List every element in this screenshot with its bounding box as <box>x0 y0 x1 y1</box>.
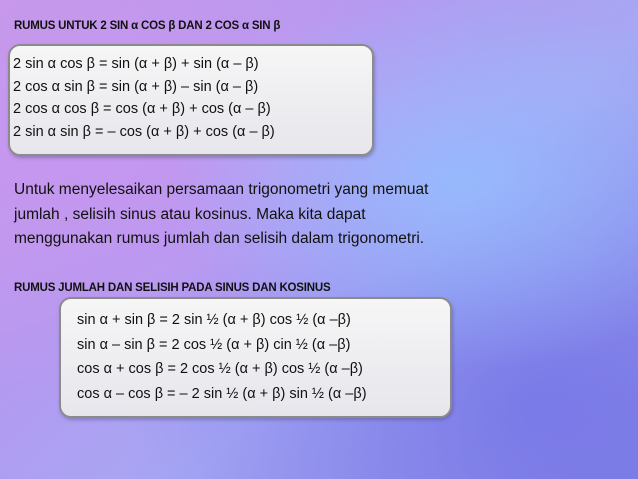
paragraph-line: Untuk menyelesaikan persamaan trigonometri yang memuat <box>14 181 429 198</box>
formula-box-sum-to-product <box>59 297 452 418</box>
formula-line: 2 cos α cos β = cos (α + β) + cos (α – β) <box>13 101 271 117</box>
formula-line: 2 sin α cos β = sin (α + β) + sin (α – β) <box>13 56 259 72</box>
formula-line: cos α + cos β = 2 cos ½ (α + β) cos ½ (α –β) <box>77 361 363 377</box>
explanation-paragraph <box>14 178 574 252</box>
formula-line: 2 cos α sin β = sin (α + β) – sin (α – β) <box>13 78 259 95</box>
heading-sum-to-product: RUMUS JUMLAH DAN SELISIH PADA SINUS DAN KOSINUS <box>14 282 331 294</box>
formula-line: sin α – sin β = 2 cos ½ (α + β) cin ½ (α –β) <box>77 336 351 353</box>
formula-line: sin α + sin β = 2 sin ½ (α + β) cos ½ (α –β) <box>77 312 351 328</box>
formula-line: 2 sin α sin β = – cos (α + β) + cos (α – β) <box>13 123 275 140</box>
formula-box-product-to-sum <box>8 44 374 156</box>
paragraph-line: jumlah , selisih sinus atau kosinus. Maka kita dapat <box>14 205 366 223</box>
paragraph-line: menggunakan rumus jumlah dan selisih dalam trigonometri. <box>14 230 425 247</box>
heading-product-to-sum: RUMUS UNTUK 2 SIN α COS β DAN 2 COS α SIN β <box>14 20 281 32</box>
formula-line: cos α – cos β = – 2 sin ½ (α + β) sin ½ (α –β) <box>77 385 367 402</box>
